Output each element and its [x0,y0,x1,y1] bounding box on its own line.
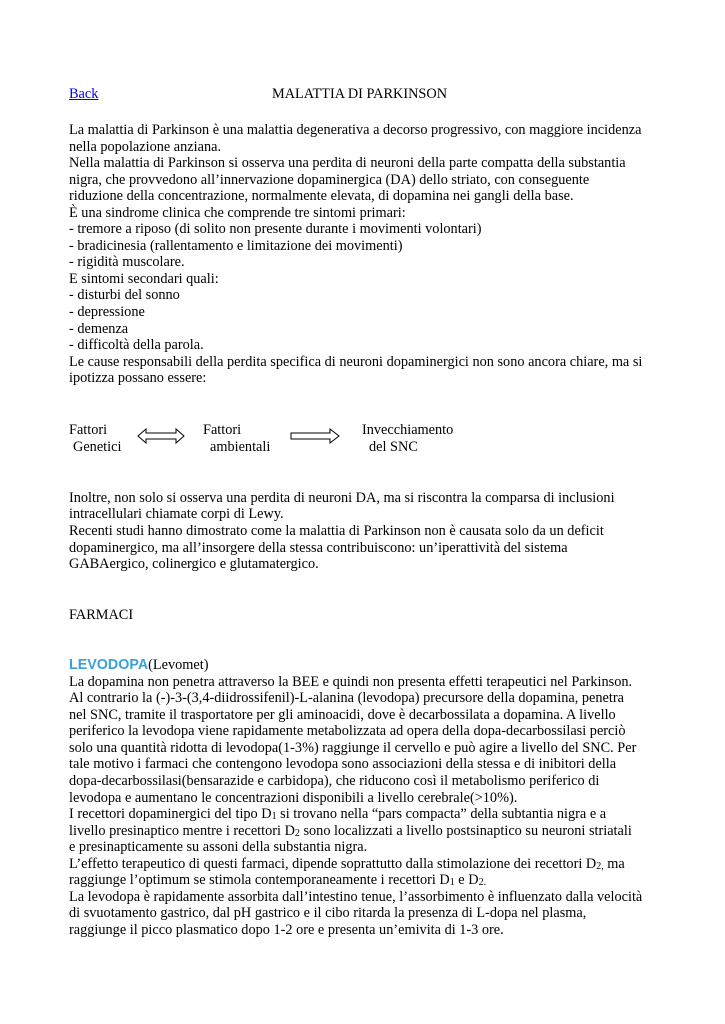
levodopa-line: La levodopa è rapidamente assorbita dall’intestino tenue, l’assorbimento è influenzato dalla velocità [69,889,643,905]
symptom-item: - rigidità muscolare. [69,254,185,270]
back-link[interactable]: Back [69,86,99,102]
receptor-text: livello presinaptico mentre i recettori D [69,823,295,839]
lewy-line: intracellulari chiamate corpi di Lewy. [69,506,284,522]
levodopa-line: di svuotamento gastrico, dal pH gastrico e il cibo ritarda la presenza di L-dopa nel plasma, [69,905,587,921]
intro-line: nigra, che provvedono all’innervazione dopaminergica (DA) dello striato, con conseguente [69,172,590,188]
cause-aging-label: del SNC [369,439,418,455]
symptom-item: - disturbi del sonno [69,287,180,303]
levodopa-line: raggiunge il picco plasmatico dopo 1-2 ore e presenta un’emivita di 1-3 ore. [69,922,504,938]
receptor-line [69,872,486,890]
cause-aging-label: Invecchiamento [362,422,454,438]
intro-line: Le cause responsabili della perdita specifica di neuroni dopaminergici non sono ancora chiare, ma si [69,354,643,370]
receptor-text: e D [454,872,479,888]
levodopa-line: nel SNC, tramite il trasportatore per gli aminoacidi, dove è decarbossilata a dopamina. A livello [69,707,616,723]
intro-line: ipotizza possano essere: [69,370,207,386]
drug-heading [69,657,209,674]
receptor-text: I recettori dopaminergici del tipo D [69,806,272,822]
lewy-line: GABAergico, colinergico e glutamatergico. [69,556,319,572]
drug-name: LEVODOPA [69,657,149,673]
intro-line: nella popolazione anziana. [69,139,222,155]
lewy-line: Recenti studi hanno dimostrato come la malattia di Parkinson non è causata solo da un deficit [69,523,604,539]
cause-genetic-label: Fattori [69,422,108,438]
double-arrow-icon [137,427,185,445]
symptom-item: - demenza [69,321,129,337]
lewy-line: dopaminergico, ma all’insorgere della stessa contribuiscono: un’iperattività del sistema [69,540,568,556]
levodopa-line: Al contrario la (-)-3-(3,4-diidrossifenil)-L-alanina (levodopa) precursore della dopamina, penetra [69,690,624,706]
receptor-text: L’effetto terapeutico di questi farmaci, dipende soprattutto dalla stimolazione dei recettori D [69,856,597,872]
levodopa-line: levodopa e aumentano le concentrazioni disponibili a livello cerebrale(>10%). [69,790,518,806]
section-title: FARMACI [69,607,134,623]
symptom-item: - bradicinesia (rallentamento e limitazione dei movimenti) [69,238,403,254]
cause-environmental-label: ambientali [210,439,271,455]
intro-line: È una sindrome clinica che comprende tre sintomi primari: [69,205,406,221]
receptor-text: si trovano nella “pars compacta” della subtantia nigra e a [276,806,607,822]
intro-line: Nella malattia di Parkinson si osserva una perdita di neuroni della parte compatta della substantia [69,155,626,171]
right-arrow-icon [290,427,340,445]
levodopa-line: solo una quantità ridotta di levodopa(1-3%) raggiunge il cervello e può agire a livello del SNC. Per [69,740,637,756]
receptor-line [69,806,606,824]
levodopa-line: tale motivo i farmaci che contengono levodopa sono associazioni della stessa e di inibitori della [69,756,617,772]
cause-genetic-label: Genetici [73,439,122,455]
levodopa-line: La dopamina non penetra attraverso la BEE e quindi non presenta effetti terapeutici nel Parkinson. [69,674,633,690]
receptor-line: e presinapticamente su assoni della substantia nigra. [69,839,368,855]
receptor-subscript: 2 [294,828,300,839]
receptor-subscript: 2, [596,861,604,872]
receptor-text: raggiunge l’optimum se stimola contemporaneamente i recettori D [69,872,450,888]
levodopa-line: dopa-decarbossilasi(bensarazide e carbidopa), che riducono così il metabolismo periferico di [69,773,600,789]
receptor-subscript: 1 [271,811,277,822]
symptom-item: - difficoltà della parola. [69,337,204,353]
drug-brand: (Levomet) [148,657,209,673]
levodopa-line: periferico la levodopa viene rapidamente metabolizzata ad opera della dopa-decarbossilasi perciò [69,723,626,739]
receptor-text: ma [603,856,625,872]
intro-line: riduzione della concentrazione, normalmente elevata, di dopamina nei gangli della base. [69,188,574,204]
cause-environmental-label: Fattori [203,422,242,438]
symptom-item: - depressione [69,304,145,320]
lewy-line: Inoltre, non solo si osserva una perdita di neuroni DA, ma si riscontra la comparsa di inclusioni [69,490,615,506]
page-title: MALATTIA DI PARKINSON [272,86,448,102]
receptor-subscript: 2. [478,877,487,888]
receptor-text: sono localizzati a livello postsinaptico su neuroni striatali [299,823,632,839]
receptor-subscript: 1 [449,877,455,888]
intro-line: La malattia di Parkinson è una malattia degenerativa a decorso progressivo, con maggiore incidenza [69,122,642,138]
symptom-item: - tremore a riposo (di solito non presente durante i movimenti volontari) [69,221,482,237]
intro-line: E sintomi secondari quali: [69,271,219,287]
